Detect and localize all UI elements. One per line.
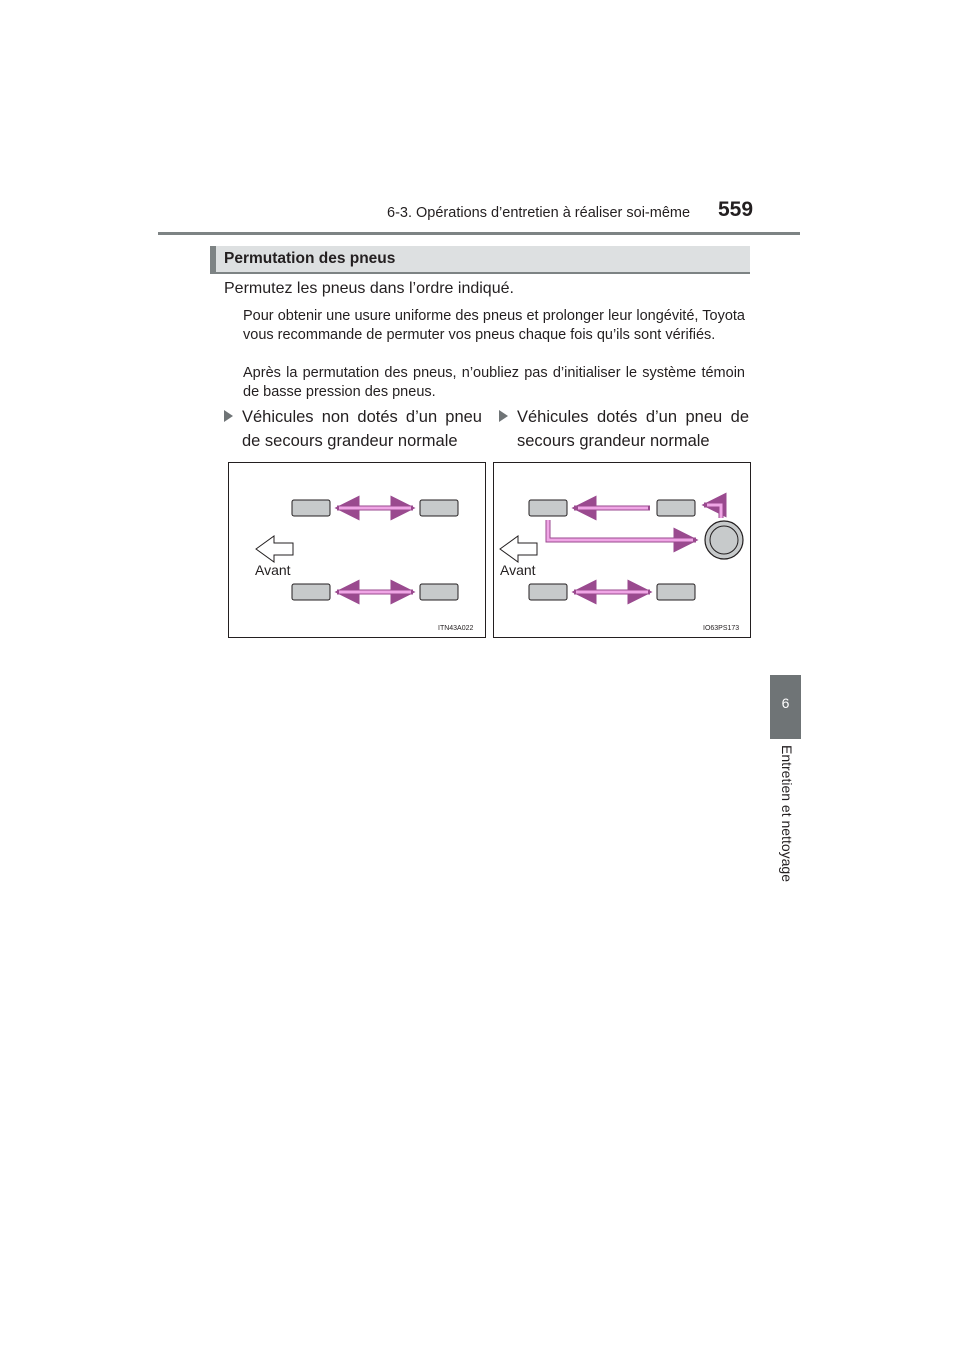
chapter-label: Entretien et nettoyage — [779, 745, 795, 882]
front-direction-arrow-icon — [500, 536, 537, 562]
front-label: Avant — [255, 562, 291, 578]
case-label: Véhicules non dotés d’un pneu de secours grandeur normale — [242, 408, 482, 450]
paragraph-usure: Pour obtenir une usure uniforme des pneus et prolonger leur longévité, Toyota vous recommande de permuter vos pneus chaque fois qu’ils sont vérifiés. — [243, 308, 745, 343]
front-label: Avant — [500, 562, 536, 578]
tire-rear-left — [657, 500, 695, 516]
tire-rear-right — [420, 584, 458, 600]
title-accent — [210, 246, 216, 272]
case-without-fullsize-spare — [224, 405, 482, 455]
chapter-number: 6 — [781, 695, 790, 711]
spare-tire-icon — [705, 521, 743, 559]
triangle-bullet-icon — [224, 410, 233, 422]
triangle-bullet-icon — [499, 410, 508, 422]
header-rule — [158, 232, 800, 235]
arrow-spare-to-rear-icon — [704, 505, 721, 518]
page-number: 559 — [718, 198, 754, 221]
tire-front-left — [529, 500, 567, 516]
section-title: Permutation des pneus — [224, 250, 396, 267]
tire-front-right — [292, 584, 330, 600]
front-direction-arrow-icon — [256, 536, 293, 562]
rotation-diagram-4-tires — [228, 462, 486, 638]
chapter-tab — [770, 675, 801, 739]
diagram-code: IO63PS173 — [703, 625, 740, 632]
section-title-bar — [210, 246, 750, 274]
case-label: Véhicules dotés d’un pneu de secours grandeur normale — [517, 408, 749, 450]
tire-front-right — [529, 584, 567, 600]
tire-front-left — [292, 500, 330, 516]
intro-text: Permutez les pneus dans l’ordre indiqué. — [224, 280, 514, 297]
diagram-code: ITN43A022 — [438, 625, 474, 632]
case-with-fullsize-spare — [499, 405, 749, 455]
tire-rear-right — [657, 584, 695, 600]
diagram-svg — [229, 463, 485, 637]
paragraph-initialisation: Après la permutation des pneus, n’oubliez pas d’initialiser le système témoin de basse pression des pneus. — [243, 365, 745, 400]
arrow-front-to-spare-icon — [548, 520, 696, 540]
diagram-svg — [494, 463, 750, 637]
section-header: 6-3. Opérations d’entretien à réaliser soi-même — [387, 205, 691, 221]
rotation-diagram-5-tires — [493, 462, 751, 638]
tire-rear-left — [420, 500, 458, 516]
